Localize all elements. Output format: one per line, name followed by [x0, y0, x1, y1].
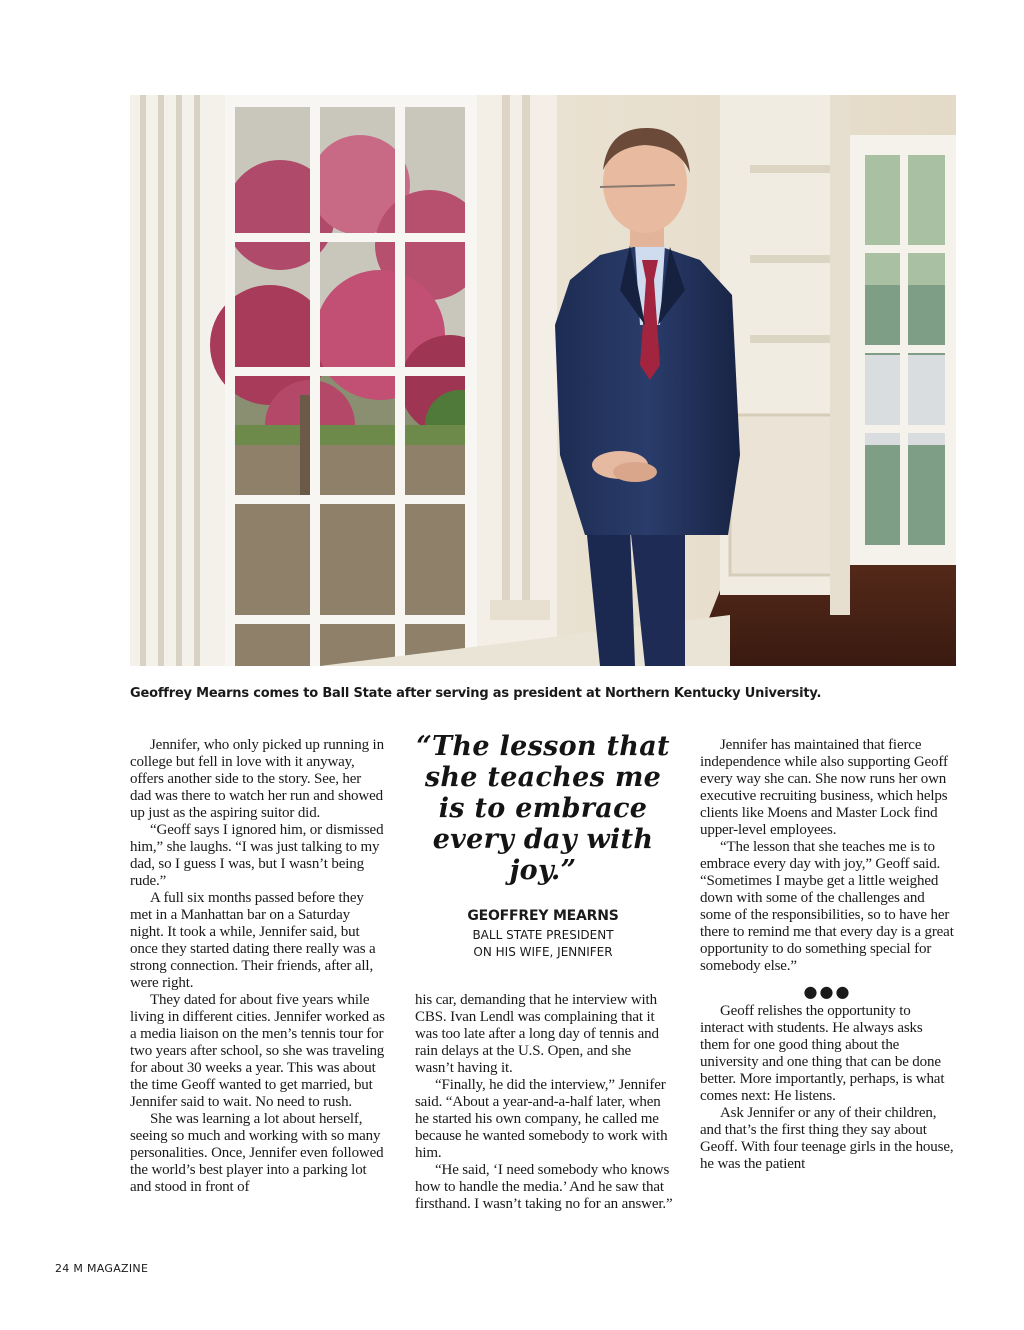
paragraph: She was learning a lot about herself, seeing so much and working with so many personalities. Once, Jennifer even followed the world’s best player into a parking lot and stood in front of — [130, 1111, 384, 1195]
paragraph: “The lesson that she teaches me is to embrace every day with joy,” Geoff said. “Sometimes I maybe get a little weighed down with some of the challenges and some of the responsibilities, so to have her there to remind me that every day is a great opportunity to do something special for somebody else.” — [700, 839, 954, 974]
page-folio: 24 M MAGAZINE — [55, 1262, 149, 1275]
article-column-2 — [415, 992, 673, 1213]
paragraph: “Geoff says I ignored him, or dismissed him,” she laughs. “I was just talking to my dad, so I guess I was, but I wasn’t being rude.” — [130, 822, 384, 889]
photo-caption: Geoffrey Mearns comes to Ball State after serving as president at Northern Kentucky University. — [130, 686, 822, 701]
paragraph: “Finally, he did the interview,” Jennifer said. “About a year-and-a-half later, when he started his own company, he called me because he wanted somebody to work with him. — [415, 1077, 668, 1161]
paragraph: his car, demanding that he interview with CBS. Ivan Lendl was complaining that it was too late after a long day of tennis and rain delays at the U.S. Open, and she wasn’t having it. — [415, 992, 659, 1076]
paragraph: Geoff relishes the opportunity to interact with students. He always asks them for one good thing about the university and one thing that can be done better. More importantly, perhaps, is what comes next: He listens. — [700, 1003, 945, 1104]
pull-quote-attribution-title — [412, 927, 674, 961]
article-column-1 — [130, 737, 385, 1196]
photo-illustration — [130, 95, 956, 666]
article-column-3 — [700, 737, 955, 1173]
pull-quote-text: “The lesson that she teaches me is to embrace every day with joy.” — [416, 731, 670, 886]
pull-quote — [412, 731, 674, 961]
section-separator: ●●● — [803, 982, 852, 1001]
attribution-title-line: ON HIS WIFE, JENNIFER — [473, 945, 613, 959]
paragraph: Ask Jennifer or any of their children, and that’s the first thing they say about Geoff. With four teenage girls in the house, he was the patient — [700, 1105, 954, 1172]
attribution-title-line: BALL STATE PRESIDENT — [472, 928, 614, 942]
paragraph: A full six months passed before they met in a Manhattan bar on a Saturday night. It took a while, Jennifer said, but once they started dating there really was a strong connection. Their friends, after all, were right. — [130, 890, 376, 991]
paragraph: Jennifer has maintained that fierce independence while also supporting Geoff every way she can. She now runs her own executive recruiting business, which helps clients like Moens and Master Lock find upper-level employees. — [700, 737, 948, 838]
feature-photo — [130, 95, 956, 666]
pull-quote-attribution-name: GEOFFREY MEARNS — [467, 908, 619, 924]
paragraph: “He said, ‘I need somebody who knows how to handle the media.’ And he saw that firsthand. I wasn’t taking no for an answer.” — [415, 1162, 673, 1212]
paragraph: They dated for about five years while living in different cities. Jennifer worked as a media liaison on the men’s tennis tour for two years after school, so she was traveling for about 30 weeks a year. This was about the time Geoff wanted to get married, but Jennifer said to wait. No need to rush. — [130, 992, 385, 1110]
paragraph: Jennifer, who only picked up running in college but fell in love with it anyway, offers another side to the story. See, her dad was there to watch her run and showed up just as the aspiring suitor did. — [130, 737, 384, 821]
